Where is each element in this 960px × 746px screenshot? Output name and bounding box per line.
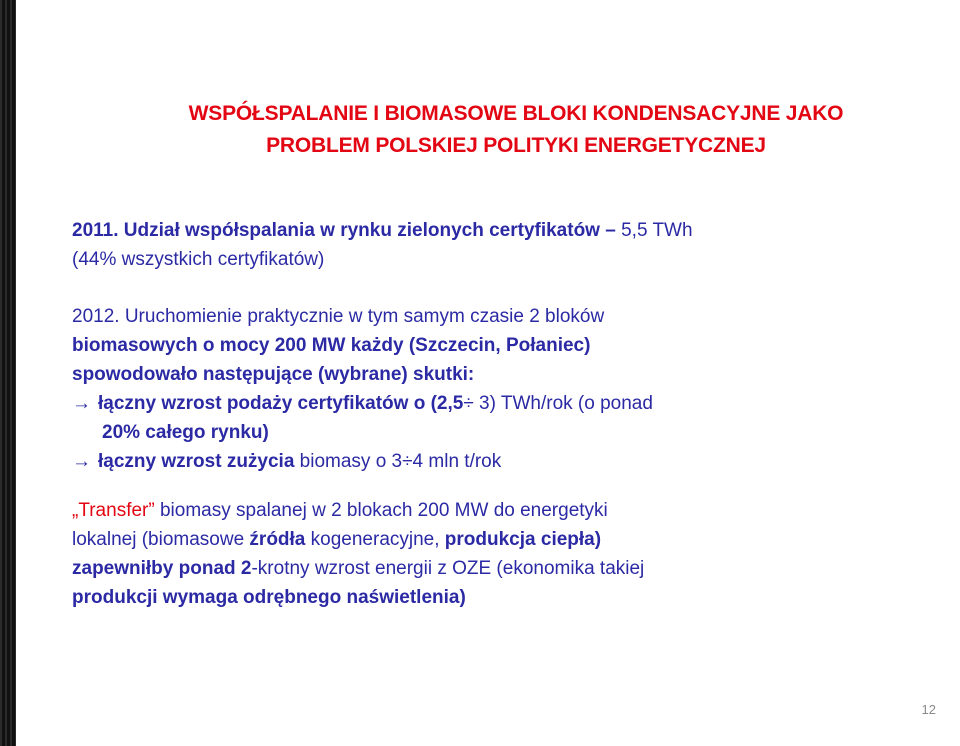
p1-dash: – bbox=[599, 220, 622, 241]
paragraph-2012 bbox=[72, 302, 932, 476]
p3-b-bold: źródła bbox=[249, 529, 306, 550]
bullet-2-bold: łączny wzrost zużycia bbox=[98, 451, 295, 472]
paragraph-transfer bbox=[72, 496, 932, 612]
slide-number: 12 bbox=[921, 702, 936, 717]
paragraph-2011 bbox=[72, 216, 932, 274]
p1-value: 5,5 TWh bbox=[621, 220, 693, 241]
title-line-2: PROBLEM POLSKIEJ POLITYKI ENERGETYCZNEJ bbox=[266, 134, 766, 157]
p3-b: lokalnej (biomasowe bbox=[72, 529, 250, 550]
p3-a: biomasy spalanej w 2 blokach 200 MW do energetyki bbox=[154, 500, 608, 521]
bullet-1-cont: 20% całego rynku) bbox=[102, 422, 269, 443]
p3-c: kogeneracyjne, bbox=[305, 529, 445, 550]
p2-line-3: spowodowało następujące (wybrane) skutki: bbox=[72, 364, 475, 385]
bullet-1-bold: łączny wzrost podaży certyfikatów o (2,5 bbox=[98, 393, 464, 414]
transfer-word: „Transfer” bbox=[72, 500, 155, 521]
p3-c-bold: produkcja ciepła) bbox=[444, 529, 602, 550]
p2-line-2: biomasowych o mocy 200 MW każdy (Szczecin, Połaniec) bbox=[72, 335, 591, 356]
p3-d-bold: zapewniłby ponad 2 bbox=[72, 558, 252, 579]
arrow-icon: → bbox=[72, 393, 91, 414]
slide bbox=[16, 0, 960, 746]
p1-share: (44% wszystkich certyfikatów) bbox=[72, 249, 325, 270]
p3-d: -krotny wzrost energii z OZE (ekonomika takiej bbox=[251, 558, 645, 579]
title-line-1: WSPÓŁSPALANIE I BIOMASOWE BLOKI KONDENSACYJNE JAKO bbox=[188, 102, 844, 125]
p1-text: 2011. Udział współspalania w rynku zielonych certyfikatów bbox=[72, 220, 600, 241]
slide-title bbox=[72, 98, 960, 162]
p3-e-bold: produkcji wymaga odrębnego naświetlenia) bbox=[72, 587, 466, 608]
bullet-2-text: biomasy o 3÷4 mln t/rok bbox=[294, 451, 502, 472]
arrow-icon: → bbox=[72, 451, 91, 472]
bullet-1-text: ÷ 3) TWh/rok (o ponad bbox=[463, 393, 653, 414]
p2-line-1: 2012. Uruchomienie praktycznie w tym samym czasie 2 bloków bbox=[72, 306, 605, 327]
slide-body bbox=[72, 216, 932, 612]
